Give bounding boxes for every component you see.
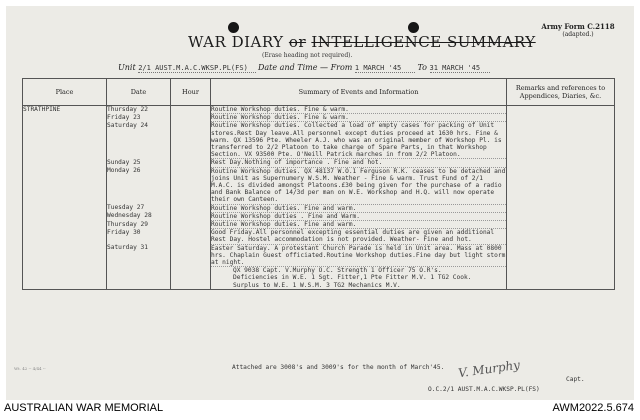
title-war-diary: WAR DIARY	[188, 33, 284, 51]
row-place	[23, 159, 107, 167]
signature-rank: Capt.	[566, 376, 585, 383]
row-place	[23, 212, 107, 220]
to-label: To	[417, 63, 427, 72]
row-remarks	[507, 244, 615, 267]
row-summary: Routine Workshop duties. Fine and warm.	[211, 204, 507, 212]
row-date: Thursday 29	[107, 221, 171, 229]
title-or: or	[288, 33, 307, 51]
date-line	[258, 63, 490, 73]
deficiencies-line: Deficiencies in W.E. 1 Sgt. Fitter,1 Pte Fitter M.V. 1 TG2 Cook.	[233, 274, 472, 282]
row-date: Saturday 24	[107, 122, 171, 159]
table-row	[23, 212, 615, 220]
row-remarks	[507, 221, 615, 229]
table-row	[23, 167, 615, 204]
row-place: STRATHPINE	[23, 106, 107, 114]
table-row	[23, 159, 615, 167]
form-adapted: (adapted.)	[562, 31, 594, 38]
row-hour	[171, 114, 211, 122]
form-identifier	[528, 22, 628, 38]
surplus-line: Surplus to W.E. 1 W.S.M. 3 TG2 Mechanics M.V.	[233, 281, 401, 289]
strength-line: QX 9038 Capt. V.Murphy O.C. Strength 1 Officer 75 O.R's.	[233, 267, 442, 275]
date-label: Date and Time — From	[258, 63, 353, 72]
unit-value: 2/1 AUST.M.A.C.WKSP.PL(FS)	[138, 64, 256, 73]
row-hour	[171, 221, 211, 229]
row-summary: Routine Workshop duties. Fine & warm.	[211, 114, 507, 122]
print-mark: Wt. 42 -- 4/44 --	[14, 366, 46, 371]
row-date: Wednesday 28	[107, 212, 171, 220]
row-remarks	[507, 212, 615, 220]
row-summary: Rest Day.Nothing of importance . Fine and hot.	[211, 159, 507, 167]
row-date: Monday 26	[107, 167, 171, 204]
table-header-row	[23, 79, 615, 106]
row-remarks	[507, 229, 615, 244]
row-place	[23, 229, 107, 244]
signature: V. Murphy	[457, 357, 521, 381]
row-remarks	[507, 106, 615, 114]
row-summary: Routine Workshop duties. Collected a load of empty cases for packing of Unit stores.Rest Day leave.All personnel except duties proceed at 1630 hrs. Fine & warm. QX 13596 Pte. Wheeler A.J. who was an original member of Workshop Pl. is transferred to 2/2 Platoon to take charge of Spare Parts, in that Workshop Section. VX 93500 Pte. O'Neill Patrick marches in from 2/2 Platoon.	[211, 122, 507, 159]
row-hour	[171, 204, 211, 212]
row-place	[23, 167, 107, 204]
row-place	[23, 122, 107, 159]
row-date: Tuesday 27	[107, 204, 171, 212]
column-header-remarks: Remarks and references to Appendices, Diaries, &c.	[507, 79, 615, 106]
row-hour	[171, 106, 211, 114]
row-date: Thursday 22	[107, 106, 171, 114]
row-summary: Good Friday.All personnel excepting essential duties are given an additional Rest Day. Hostel accommodation is not provided. Weather- Fine and hot.	[211, 229, 507, 244]
row-remarks	[507, 204, 615, 212]
row-summary: Routine Workshop duties. QX 48137 W.O.1 Ferguson R.K. ceases to be detached and joins Unit as Supernumery W.S.M. Weather - Fine & warm. Trust Fund of 2/1 M.A.C. is divided amongst Platoons.£30 being given for the purchase of a radio and Bank Balance of 14/3d per man on W.E. Workshop and H.Q. will now operate their own Canteen.	[211, 167, 506, 204]
column-header-summary: Summary of Events and Information	[211, 79, 507, 106]
row-date: Friday 30	[107, 229, 171, 244]
row-place	[23, 204, 107, 212]
table-row	[23, 221, 615, 229]
row-date: Sunday 25	[107, 159, 171, 167]
archive-caption: AUSTRALIAN WAR MEMORIAL	[4, 402, 164, 414]
row-place	[23, 244, 107, 267]
table-row	[23, 229, 615, 244]
table-row	[23, 106, 615, 114]
row-hour	[171, 229, 211, 244]
row-summary: Routine Workshop duties . Fine and Warm.	[211, 212, 507, 220]
punch-hole-left	[228, 22, 239, 33]
column-header-date: Date	[107, 79, 171, 106]
unit-line	[118, 63, 256, 73]
row-remarks	[507, 122, 615, 159]
row-remarks	[507, 114, 615, 122]
punch-hole-right	[408, 22, 419, 33]
row-place	[23, 221, 107, 229]
column-header-hour: Hour	[171, 79, 211, 106]
row-remarks	[507, 167, 615, 204]
table-row	[23, 114, 615, 122]
row-hour	[171, 212, 211, 220]
erase-note: (Erase heading not required).	[262, 52, 353, 59]
date-from-value: 1 MARCH '45	[355, 64, 415, 73]
diary-table	[22, 78, 615, 290]
row-remarks	[507, 159, 615, 167]
table-row	[23, 204, 615, 212]
row-summary: Routine Workshop duties. Fine and warm.	[211, 221, 507, 229]
title-struck: INTELLIGENCE SUMMARY	[311, 33, 536, 51]
row-hour	[171, 159, 211, 167]
row-place	[23, 114, 107, 122]
table-row	[23, 244, 615, 267]
row-summary: Routine Workshop duties. Fine & warm.	[211, 106, 507, 114]
row-date: Saturday 31	[107, 244, 171, 267]
row-date: Friday 23	[107, 114, 171, 122]
page-title	[188, 33, 536, 51]
table-row-strength	[23, 267, 615, 290]
row-summary: Easter Saturday. A protestant Church Parade is held in Unit area. Mass at 0800 hrs. Chaplain Guest officiated.Routine Workshop duties.Fine day but light storm at night.	[211, 244, 506, 267]
form-number: Army Form C.2118	[541, 22, 615, 31]
table-row	[23, 122, 615, 159]
diary-body	[23, 106, 615, 290]
strength-block	[211, 267, 507, 290]
date-to-value: 31 MARCH '45	[430, 64, 490, 73]
row-hour	[171, 167, 211, 204]
column-header-place: Place	[23, 79, 107, 106]
signature-title: O.C.2/1 AUST.M.A.C.WKSP.PL(FS)	[428, 386, 540, 393]
row-hour	[171, 244, 211, 267]
archive-id: AWM2022.5.674	[552, 402, 634, 414]
attached-note: Attached are 3008's and 3009's for the month of March'45.	[232, 364, 445, 371]
unit-label: Unit	[118, 63, 136, 72]
row-hour	[171, 122, 211, 159]
